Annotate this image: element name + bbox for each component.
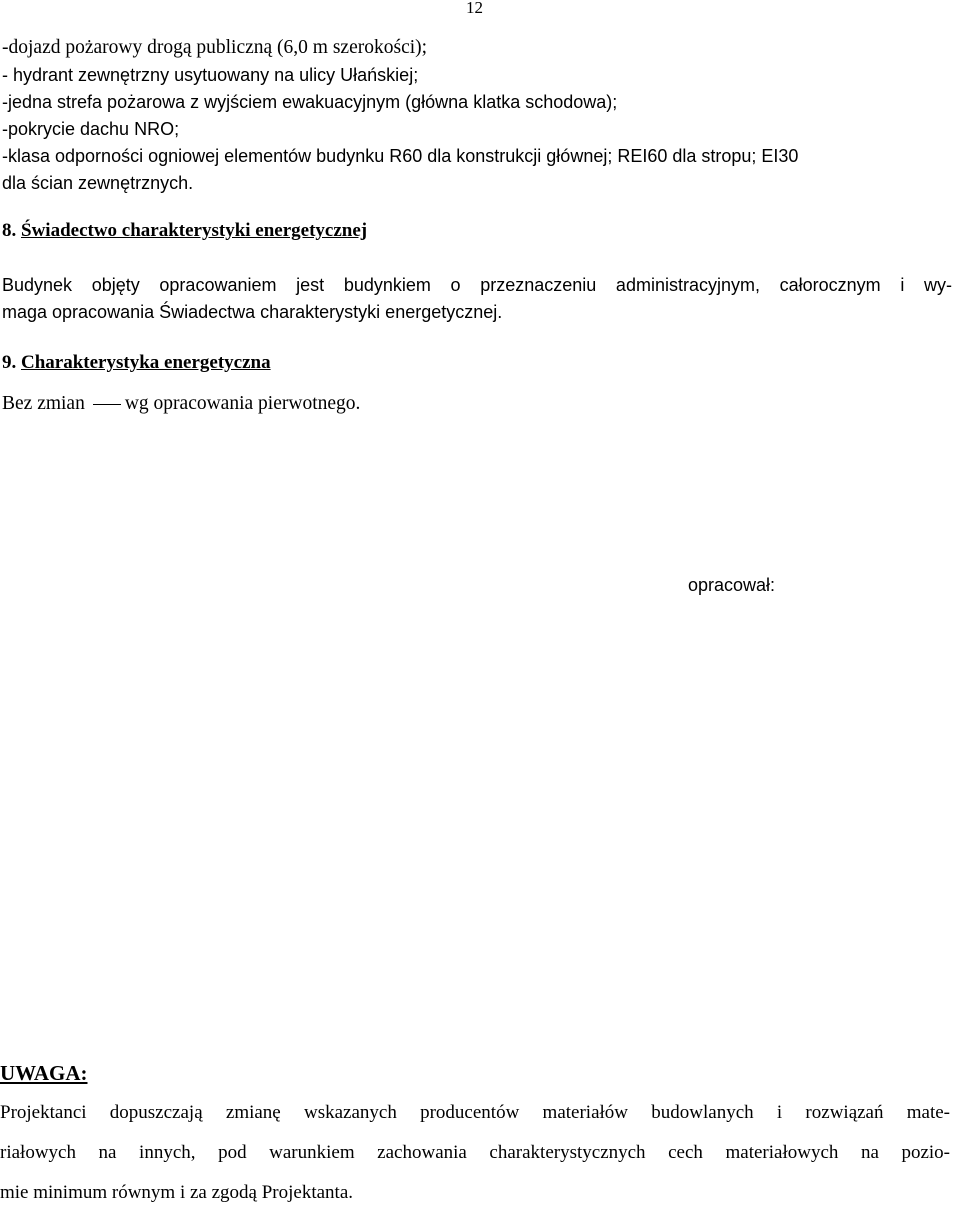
section-9-heading <box>2 351 271 375</box>
note-heading: UWAGA: <box>0 1061 88 1085</box>
section-8-line: Budynek objęty opracowaniem jest budynkiem o przeznaczeniu administracyjnym, całorocznym i wy- <box>2 275 952 295</box>
list-item: -pokrycie dachu NRO; <box>2 119 180 139</box>
section-8-line: maga opracowania Świadectwa charakterystyki energetycznej. <box>2 302 503 322</box>
note-line: mie minimum równym i za zgodą Projektanta. <box>0 1182 354 1203</box>
section-9-text-before: Bez zmian <box>2 393 85 414</box>
signature-label: opracował: <box>688 575 776 595</box>
section-9-text <box>2 392 360 416</box>
note-line: riałowych na innych, pod warunkiem zachowania charakterystycznych cech materiałowych na pozio- <box>0 1142 950 1163</box>
page-number: 12 <box>466 0 483 17</box>
list-item: -klasa odporności ogniowej elementów budynku R60 dla konstrukcji głównej; REI60 dla stropu; EI30 <box>2 146 799 166</box>
section-8-title: Świadectwo charakterystyki energetycznej <box>21 220 368 241</box>
section-8-number: 8. <box>2 220 17 241</box>
section-9-number: 9. <box>2 352 17 373</box>
list-item: -jedna strefa pożarowa z wyjściem ewakuacyjnym (główna klatka schodowa); <box>2 92 618 112</box>
list-item: -dojazd pożarowy drogą publiczną (6,0 m szerokości); <box>2 37 428 58</box>
list-item: - hydrant zewnętrzny usytuowany na ulicy Ułańskiej; <box>2 65 419 85</box>
dash-separator <box>93 404 121 405</box>
note-line: Projektanci dopuszczają zmianę wskazanych producentów materiałów budowlanych i rozwiązań mate- <box>0 1102 950 1123</box>
section-9-title: Charakterystyka energetyczna <box>21 352 271 373</box>
list-item: dla ścian zewnętrznych. <box>2 173 194 193</box>
section-9-text-after: wg opracowania pierwotnego. <box>124 393 361 414</box>
section-8-heading <box>2 219 367 243</box>
